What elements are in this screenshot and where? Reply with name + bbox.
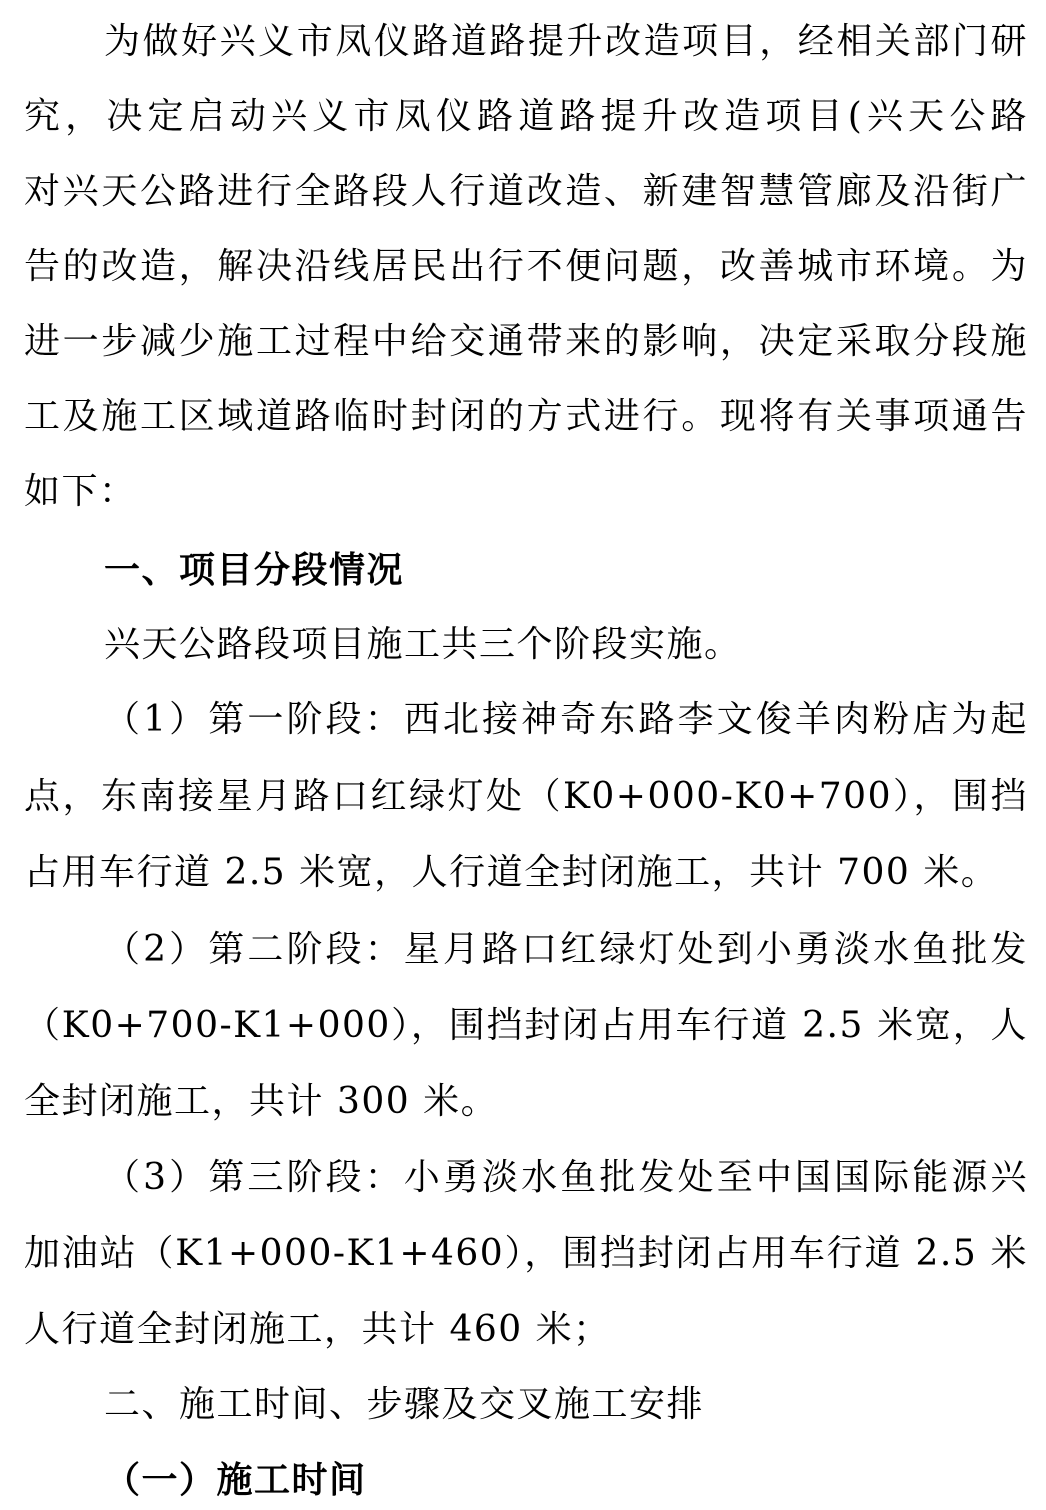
stage1-line-3: 占用车行道 2.5 米宽，人行道全封闭施工，共计 700 米。: [24, 852, 999, 893]
stage1-line-1: （1）第一阶段：西北接神奇东路李文俊羊肉粉店为起: [104, 699, 1028, 740]
intro-line-7: 如下：: [24, 471, 137, 512]
intro-line-1: 为做好兴义市凤仪路道路提升改造项目，经相关部门研: [104, 21, 1028, 62]
stage2-line-1: （2）第二阶段：星月路口红绿灯处到小勇淡水鱼批发: [104, 929, 1028, 970]
stage3-line-3: 人行道全封闭施工，共计 460 米；: [24, 1309, 611, 1350]
subsection1-heading: （一）施工时间: [104, 1459, 367, 1501]
intro-line-2: 究，决定启动兴义市凤仪路道路提升改造项目(兴天公路: [24, 96, 1028, 137]
stage3-line-1: （3）第三阶段：小勇淡水鱼批发处至中国国际能源兴: [104, 1157, 1028, 1198]
stage2-line-3: 全封闭施工，共计 300 米。: [24, 1081, 499, 1122]
intro-line-5: 进一步减少施工过程中给交通带来的影响，决定采取分段施: [24, 321, 1028, 362]
intro-line-4: 告的改造，解决沿线居民出行不便问题，改善城市环境。为: [24, 246, 1028, 287]
section2-heading: 二、施工时间、步骤及交叉施工安排: [104, 1384, 705, 1425]
section1-intro: 兴天公路段项目施工共三个阶段实施。: [104, 624, 742, 665]
stage3-line-2: 加油站（K1+000-K1+460），围挡封闭占用车行道 2.5 米: [24, 1233, 1028, 1274]
section1-heading: 一、项目分段情况: [104, 549, 405, 591]
intro-line-3: 对兴天公路进行全路段人行道改造、新建智慧管廊及沿街广: [24, 171, 1028, 212]
stage1-line-2: 点，东南接星月路口红绿灯处（K0+000-K0+700），围挡: [24, 776, 1028, 817]
intro-line-6: 工及施工区域道路临时封闭的方式进行。现将有关事项通告: [24, 396, 1028, 437]
stage2-line-2: （K0+700-K1+000），围挡封闭占用车行道 2.5 米宽，人: [24, 1005, 1028, 1046]
